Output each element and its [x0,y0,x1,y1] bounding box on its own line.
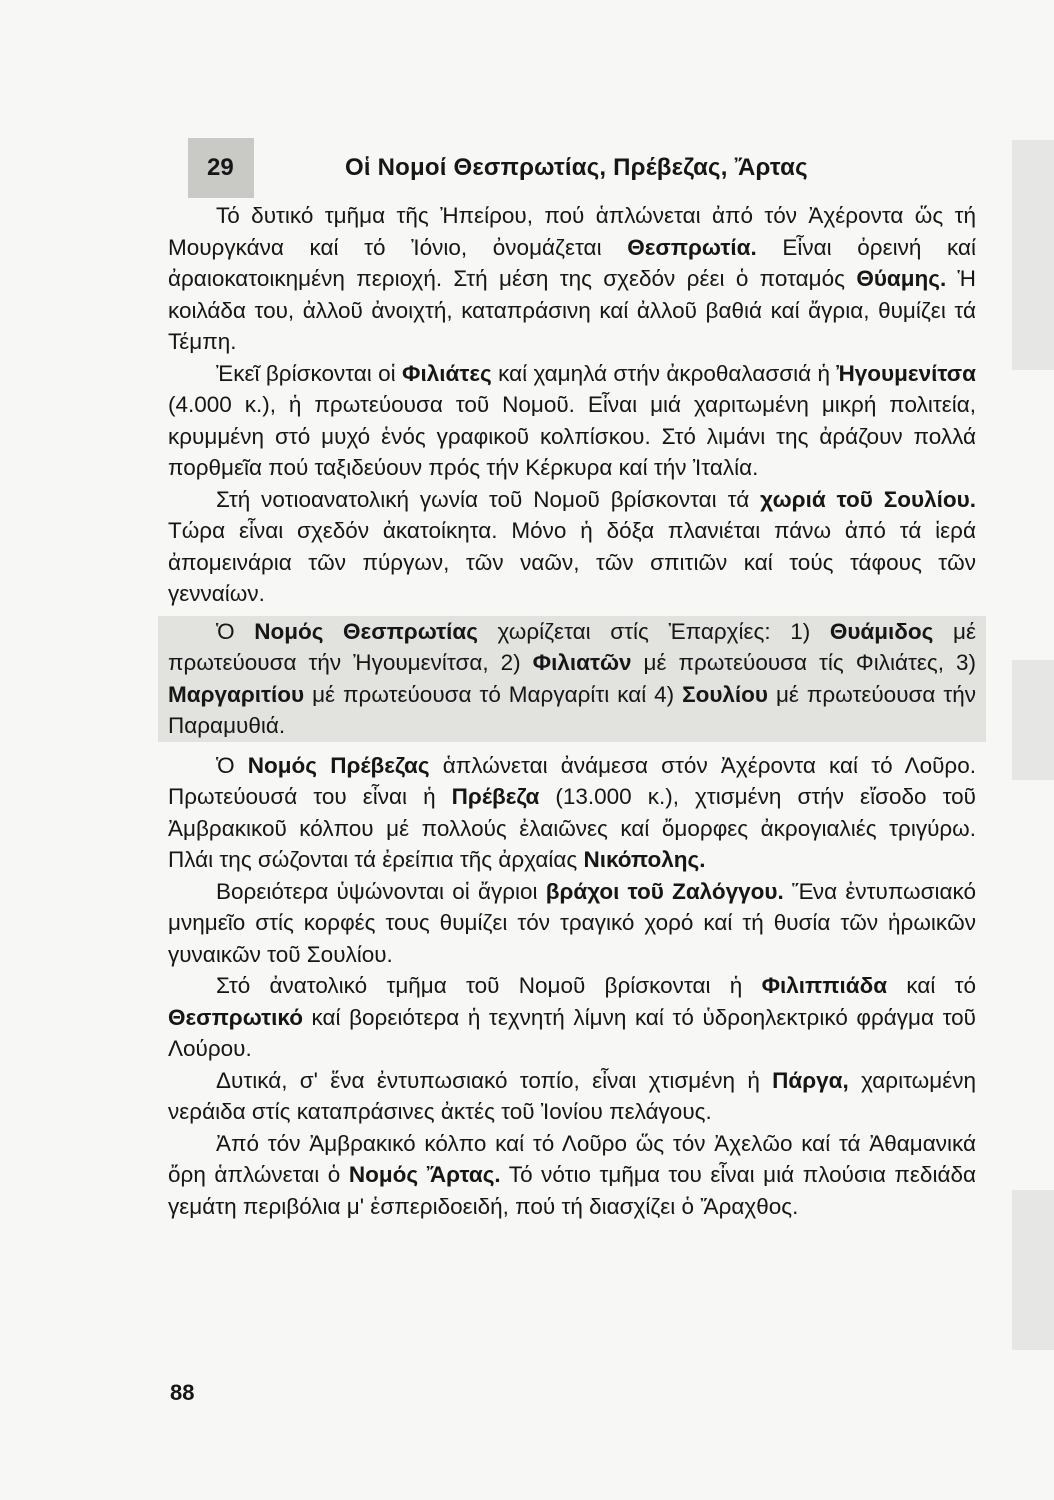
paragraph-filippiada [168,970,976,1065]
text-run: χαριτωμένη νεράιδα στίς καταπράσινες ἀκτές τοῦ Ἰονίου πελάγους. [168,1067,976,1124]
text-run: Τό δυτικό τμῆμα τῆς Ἠπείρου, πού ἁπλώνεται ἀπό τόν Ἀχέροντα ὥς τή Μουργκάνα καί τό Ἰόνιο, ὀνομάζεται [168,203,976,260]
text-run: καί χαμηλά στήν ἀκροθαλασσιά ἡ [491,360,837,386]
paragraph-zalongo [168,876,976,971]
text-run: Ὁ [216,752,248,778]
bleed-through-shadow [1012,660,1054,780]
text-run: Βορειότερα ὑψώνονται οἱ ἄγριοι [216,878,546,904]
paragraph-thesprotia-provinces [168,616,976,742]
text-run: Στή νοτιοανατολική γωνία τοῦ Νομοῦ βρίσκονται τά [216,486,761,512]
text-run: καί βορειότερα ἡ τεχνητή λίμνη καί τό ὑδροηλεκτρικό φράγμα τοῦ Λούρου. [168,1004,976,1061]
bold-term: Νομός Πρέβεζας [247,752,430,778]
text-run: ἁπλώνεται ἀνάμεσα στόν Ἀχέροντα καί τό Λοῦρο. Πρωτεύουσά του εἶναι ἡ [168,752,976,809]
body-text [168,200,976,1222]
text-run: (13.000 κ.), χτισμένη στήν εἴσοδο τοῦ Ἀμβρακικοῦ κόλπου μέ πολλούς ἐλαιῶνες καί ὄμορφες ἀκρογιαλιές τριγύρω. Πλάι της σώζονται τά ἐρείπια τῆς ἀρχαίας [168,784,976,872]
text-run: (4.000 κ.), ἡ πρωτεύουσα τοῦ Νομοῦ. Εἶναι μιά χαριτωμένη μικρή πολιτεία, κρυμμένη στό μυχό ἑνός γραφικοῦ κολπίσκου. Στό λιμάνι της ἀράζουν πολλά πορθμεῖα πού ταξιδεύουν πρός τήν Κέρκυρα καί τήν Ἰταλία. [168,392,976,480]
bold-term: Θεσπρωτικό [168,1004,303,1030]
bold-term: Νικόπολης. [583,847,706,872]
text-run: καί τό [887,973,977,998]
text-run: Ὁ [216,618,255,644]
bold-term: Φιλιάτες [402,360,492,386]
text-run: μέ πρωτεύουσα τό Μαργαρίτι καί 4) [304,681,683,707]
page-number: 88 [170,1380,195,1405]
text-run: χωρίζεται στίς Ἐπαρχίες: 1) [477,618,830,644]
text-run: μέ πρωτεύουσα τήν Ἠγουμενίτσα, 2) [168,618,976,675]
text-run: Δυτικά, σ' ἕνα ἐντυπωσιακό τοπίο, εἶναι χτισμένη ἡ [216,1067,773,1093]
bold-term: Σουλίου [682,681,769,707]
bleed-through-shadow [1012,140,1054,370]
text-run: μέ πρωτεύουσα τίς Φιλιάτες, 3) [631,650,976,675]
bold-term: χωριά τοῦ Σουλίου. [760,486,976,512]
text-run: Τό νότιο τμῆμα του εἶναι μιά πλούσια πεδιάδα γεμάτη περιβόλια μ' ἑσπεριδοειδή, πού τή διασχίζει ὁ Ἄραχθος. [168,1162,976,1219]
bold-term: βράχοι τοῦ Ζαλόγγου. [545,878,784,904]
text-run: Στό ἀνατολικό τμῆμα τοῦ Νομοῦ βρίσκονται ἡ [216,973,762,998]
bold-term: Νομός Ἄρτας. [348,1162,501,1187]
paragraph-arta [168,1128,976,1223]
text-run: Εἶναι ὀρεινή καί ἀραιοκατοικημένη περιοχή. Στή μέση της σχεδόν ρέει ὁ ποταμός [168,234,976,291]
bold-term: Νομός Θεσπρωτίας [254,618,478,644]
lesson-number: 29 [207,154,234,181]
page-title: Οἱ Νομοί Θεσπρωτίας, Πρέβεζας, Ἄρτας [345,154,808,181]
shaded-section [158,616,986,742]
text-run: Ἕνα ἐντυπωσιακό μνημεῖο στίς κορφές τους θυμίζει τόν τραγικό χορό καί τή θυσία τῶν ἡρωικῶν γυναικῶν τοῦ Σουλίου. [168,878,976,967]
bold-term: Θύαμης. [856,266,947,291]
text-run: μέ πρωτεύουσα τήν Παραμυθιά. [168,681,976,738]
bold-term: Φιλιατῶν [532,650,632,675]
bold-term: Θυάμιδος [829,618,934,644]
bold-term: Ἠγουμενίτσα [836,360,976,386]
bold-term: Μαργαριτίου [168,681,305,707]
text-run: Ἀπό τόν Ἀμβρακικό κόλπο καί τό Λοῦρο ὥς τόν Ἀχελῶο καί τά Ἀθαμανικά ὄρη ἁπλώνεται ὁ [168,1130,976,1187]
paragraph-preveza [168,750,976,876]
paragraph-souli [168,484,976,610]
paragraph-thesprotia [168,200,976,358]
bold-term: Θεσπρωτία. [627,234,757,260]
bleed-through-shadow [1012,1190,1054,1350]
paragraph-igoumenitsa [168,358,976,484]
paragraph-parga [168,1065,976,1128]
bold-term: Φιλιππιάδα [761,973,888,998]
text-run: Τώρα εἶναι σχεδόν ἀκατοίκητα. Μόνο ἡ δόξα πλανιέται πάνω ἀπό τά ἱερά ἀπομεινάρια τῶν πύργων, τῶν ναῶν, τῶν σπιτιῶν καί τούς τάφους τῶν γενναίων. [168,518,976,606]
text-run: Ἐκεῖ βρίσκονται οἱ [216,360,403,386]
text-run: Ἡ κοιλάδα του, ἀλλοῦ ἀνοιχτή, καταπράσινη καί ἀλλοῦ βαθιά καί ἄγρια, θυμίζει τά Τέμπη. [168,266,976,354]
bold-term: Πρέβεζα [451,784,540,809]
bold-term: Πάργα, [772,1067,849,1093]
